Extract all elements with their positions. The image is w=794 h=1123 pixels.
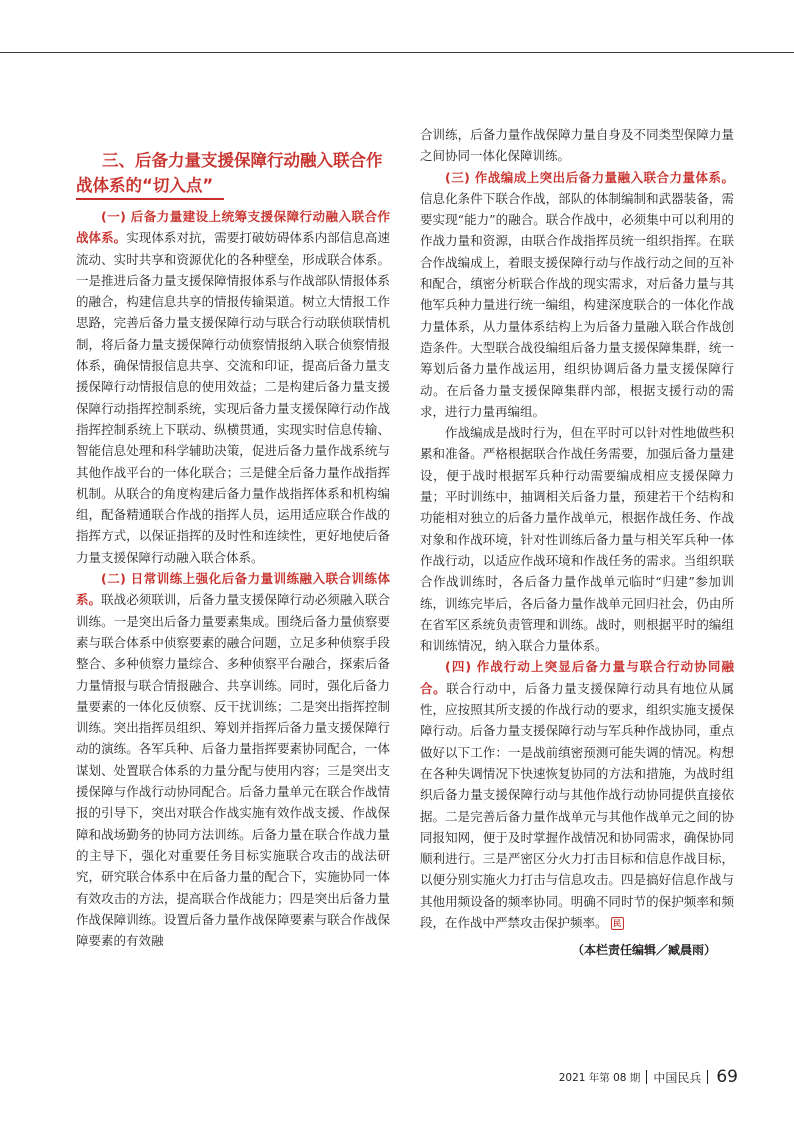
subheading-three-part1: (三) 作战编成上突出后备力量融入联合力量体 bbox=[445, 169, 709, 185]
paragraph-two-continued: 合训练，后备力量作战保障力量自身及不同类型保障力量之间协同一体化保障训练。 bbox=[420, 127, 734, 164]
subheading-two-part2: 练体系。 bbox=[76, 571, 390, 608]
section-heading bbox=[76, 148, 390, 200]
paragraph-one bbox=[76, 206, 390, 568]
subheading-one-part2: 合作战体系。 bbox=[76, 209, 390, 246]
subheading-two-part1: (二) 日常训练上强化后备力量训练融入联合训 bbox=[101, 571, 365, 587]
page-number: 69 bbox=[716, 1067, 738, 1087]
footer-divider bbox=[707, 1070, 708, 1084]
paragraph-two-body: 联战必须联训，后备力量支援保障行动必须融入联合训练。一是突出后备力量要素集成。围绕后备力量侦察要素与联合体系中侦察要素的融合问题，立足多种侦察手段整合、多种侦察力量综合、多种侦察平台融合，探索后备力量情报与联合情报融合、共享训练。同时，强化后备力量要素的一体化反侦察、反干扰训练；二是突出指挥控制训练。突出指挥员组织、筹划并指挥后备力量支援保障行动的演练。各军兵种、后备力量指挥要素协同配合，一体谋划、处置联合体系的力量分配与使用内容；三是突出支援保障与作战行动协同配合。后备力量单元在联合作战情报的引导下，突出对联合作战实施有效作战支援、作战保障和战场勤务的协同方法训练。后备力量在联合作战力量的主导下，强化对重要任务目标实施联合攻击的战法研究，研究联合体系中在后备力量的配合下，实施协同一体有效攻击的方法，提高联合作战能力；四是突出后备力量作战保障训练。设置后备力量作战保障要素与联合作战保障要素的有效融 bbox=[76, 592, 390, 949]
paragraph-two bbox=[76, 568, 390, 951]
subheading-four-part2: 融合。 bbox=[420, 659, 734, 696]
paragraph-three-second: 作战编成是战时行为，但在平时可以针对性地做些积累和准备。严格根据联合作战任务需要，加强后备力量建设，便于战时根据军兵种行动需要编成相应支援保障力量；平时训练中，抽调相关后备力量，预建若干个结构和功能相对独立的后备力量作战单元，根据作战任务、作战对象和作战环境，针对性训练后备力量与相关军兵种一体作战行动，以适应作战环境和作战任务的需求。当组织联合作战训练时，各后备力量作战单元临时“归建”参加训练，训练完毕后，各后备力量作战单元回归社会，仍由所在省军区系统负责管理和训练。战时，则根据平时的编组和训练情况，纳入联合力量体系。 bbox=[420, 425, 734, 654]
paragraph-four bbox=[420, 656, 734, 933]
paragraph-three bbox=[420, 167, 734, 423]
subheading-four-part1: (四) 作战行动上突显后备力量与联合行动协同 bbox=[445, 659, 722, 675]
paragraph-one-body: 实现体系对抗，需要打破妨碍体系内部信息高速流动、实时共享和资源优化的各种壁垒，形成联合体系。一是推进后备力量支援保障情报体系与作战部队情报体系的融合，构建信息共享的情报传输渠道。树立大情报工作思路，完善后备力量支援保障行动与联合行动联侦联情机制，将后备力量支援保障行动侦察情报纳入联合侦察情报体系，确保情报信息共享、交流和印证，提高后备力量支援保障行动情报信息的使用效益；二是构建后备力量支援保障行动指挥控制系统，实现后备力量支援保障行动作战指挥控制系统上下联动、纵横贯通，实现实时信息传输、智能信息处理和科学辅助决策，促进后备力量作战系统与其他作战平台的一体化联合；三是健全后备力量作战指挥机制。从联合的角度构建后备力量作战指挥体系和机构编组，配备精通联合作战的指挥人员，运用适应联合作战的指挥方式，以保证指挥的及时性和连续性，更好地使后备力量支援保障行动融入联合体系。 bbox=[76, 230, 390, 565]
right-column bbox=[420, 124, 734, 958]
section-heading-line2: 战体系的“切入点” bbox=[76, 173, 224, 200]
article-end-mark-icon: 民 bbox=[611, 917, 624, 930]
subheading-three-part2: 系。 bbox=[708, 169, 734, 185]
editor-credit: （本栏责任编辑／臧晨雨） bbox=[571, 943, 716, 958]
paragraph-three-body: 信息化条件下联合作战，部队的体制编制和武器装备，需要实现“能力”的融合。联合作战中，必须集中可以利用的作战力量和资源，由联合作战指挥员统一组织指挥。在联合作战编成上，着眼支援保障行动与作战行动之间的互补和配合，缜密分析联合作战的现实需求，对后备力量与其他军兵种力量进行统一编组，构建深度联合的一体化作战力量体系，从力量体系结构上为后备力量融入联合作战创造条件。大型联合战役编组后备力量支援保障集群，统一筹划后备力量作战运用，组织协调后备力量支援保障行动。在后备力量支援保障集群内部，根据支援行动的需求，进行力量再编组。 bbox=[420, 190, 734, 419]
magazine-name: 中国民兵 bbox=[653, 1070, 702, 1085]
section-heading-line1: 三、后备力量支援保障行动融入联合作 bbox=[102, 151, 383, 170]
paragraph-four-body: 联合行动中，后备力量支援保障行动具有地位从属性，应按照其所支援的作战行动的要求，组织实施支援保障行动。后备力量支援保障行动与军兵种作战协同，重点做好以下工作：一是战前缜密预测可能失调的情况。构想在各种失调情况下快速恢复协同的方法和措施，为战时组织后备力量支援保障行动与其他作战行动协同提供直接依据。二是完善后备力量作战单元与其他作战单元之间的协同报知网，便于及时掌握作战情况和协同需求，确保协同顺利进行。三是严密区分火力打击目标和信息作战目标，以便分别实施火力打击与信息攻击。四是搞好信息作战与其他用频设备的频率协同。明确不同时节的保护频率和频段，在作战中严禁攻击保护频率。 bbox=[420, 680, 734, 930]
subheading-one-part1: (一) 后备力量建设上统筹支援保障行动融入联 bbox=[101, 209, 365, 224]
left-column bbox=[76, 148, 390, 951]
footer-divider bbox=[646, 1070, 647, 1084]
header-rule bbox=[0, 52, 794, 53]
page-footer bbox=[559, 1066, 738, 1088]
issue-label: 2021 年第 08 期 bbox=[558, 1071, 641, 1084]
